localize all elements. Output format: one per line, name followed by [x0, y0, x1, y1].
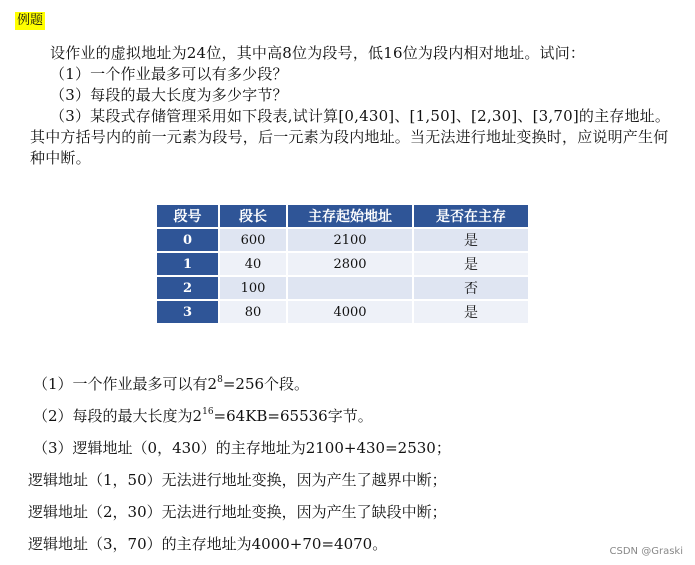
- answer-1: [28, 368, 678, 400]
- column-header-start-address: 主存起始地址: [287, 205, 413, 228]
- question-3: （3）某段式存储管理采用如下段表,试计算[0,430]、[1,50]、[2,30]、[3,70]的主存地址。其中方括号内的前一元素为段号，后一元素为段内地址。当无法进行地址变换时，应说明产生何种中断。: [30, 107, 671, 167]
- column-header-length: 段长: [219, 205, 287, 228]
- example-tag: 例题: [17, 13, 44, 28]
- watermark: CSDN @Graski: [609, 546, 683, 557]
- in-memory-flag: 是: [413, 228, 529, 252]
- start-address: [287, 276, 413, 300]
- question-2: （3）每段的最大长度为多少字节？: [50, 86, 288, 104]
- segment-table: [157, 205, 530, 323]
- start-address: 4000: [287, 300, 413, 323]
- segment-number: 1: [157, 252, 219, 276]
- start-address: 2800: [287, 252, 413, 276]
- problem-intro: 设作业的虚拟地址为24位，其中高8位为段号，低16位为段内相对地址。试问：: [50, 44, 586, 62]
- answer-1-result: =256个段。: [222, 375, 310, 393]
- segment-length: 100: [219, 276, 287, 300]
- column-header-in-memory: 是否在主存: [413, 205, 529, 228]
- segment-length: 80: [219, 300, 287, 323]
- segment-number: 3: [157, 300, 219, 323]
- segment-number: 2: [157, 276, 219, 300]
- answer-2: [28, 400, 678, 432]
- table-row: [157, 276, 529, 300]
- table-row: [157, 252, 529, 276]
- segment-length: 40: [219, 252, 287, 276]
- answer-1-exponent: 8: [217, 375, 223, 385]
- question-1: （1）一个作业最多可以有多少段？: [50, 65, 288, 83]
- table-header-row: [157, 205, 529, 228]
- in-memory-flag: 是: [413, 252, 529, 276]
- table-row: [157, 300, 529, 323]
- problem-statement: [30, 43, 680, 169]
- answer-2-result: =64KB=65536字节。: [213, 407, 373, 425]
- in-memory-flag: 否: [413, 276, 529, 300]
- answer-5: 逻辑地址（2，30）无法进行地址变换，因为产生了缺段中断；: [28, 503, 447, 521]
- segment-length: 600: [219, 228, 287, 252]
- answer-2-exponent: 16: [202, 407, 214, 417]
- answer-2-text: （2）每段的最大长度为2: [33, 407, 203, 425]
- answer-6: 逻辑地址（3，70）的主存地址为4000+70=4070。: [28, 535, 388, 553]
- column-header-segment: 段号: [157, 205, 219, 228]
- answer-3: （3）逻辑地址（0，430）的主存地址为2100+430=2530；: [33, 439, 451, 457]
- answer-1-text: （1）一个作业最多可以有2: [33, 375, 218, 393]
- answer-4: 逻辑地址（1，50）无法进行地址变换，因为产生了越界中断；: [28, 471, 447, 489]
- answer-section: [28, 368, 678, 560]
- table-row: [157, 228, 529, 252]
- segment-number: 0: [157, 228, 219, 252]
- start-address: 2100: [287, 228, 413, 252]
- in-memory-flag: 是: [413, 300, 529, 323]
